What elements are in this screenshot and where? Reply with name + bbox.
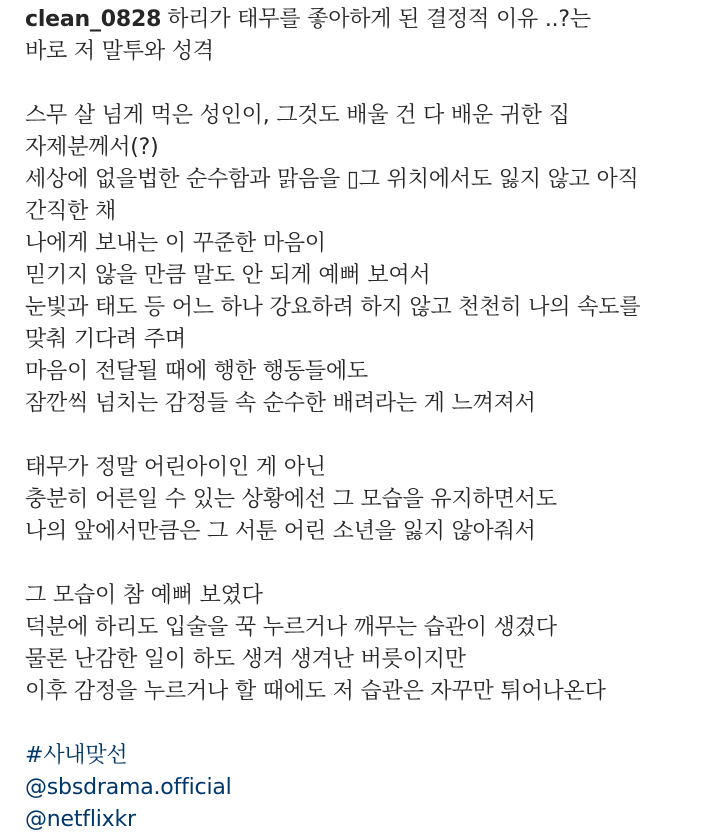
caption-spacer	[25, 68, 705, 100]
caption-line: 마음이 전달될 때에 행한 행동들에도	[25, 359, 368, 384]
caption-line: 스무 살 넘게 먹은 성인이, 그것도 배울 건 다 배운 귀한 집	[25, 103, 570, 128]
caption-line: 맞춰 기다려 주며	[25, 327, 186, 352]
caption-line: 잠깐씩 넘치는 감정들 속 순수한 배려라는 게 느껴져서	[25, 391, 536, 416]
mention-link-netflixkr[interactable]: @netflixkr	[25, 807, 136, 832]
caption-text: 하리가 태무를 좋아하게 된 결정적 이유 ..?는	[167, 7, 591, 32]
caption-spacer	[25, 420, 705, 452]
hashtag-line	[25, 740, 705, 772]
caption-line: 눈빛과 태도 등 어느 하나 강요하려 하지 않고 천천히 나의 속도를	[25, 295, 641, 320]
caption-line: 이후 감정을 누르거나 할 때에도 저 습관은 자꾸만 튀어나온다	[25, 679, 606, 704]
mention-link-sbsdrama[interactable]: @sbsdrama.official	[25, 775, 232, 800]
caption-line: 자제분께서(?)	[25, 135, 159, 160]
caption-line: 덕분에 하리도 입술을 꾹 누르거나 깨무는 습관이 생겼다	[25, 615, 557, 640]
caption-line: 나의 앞에서만큼은 그 서툰 어린 소년을 잃지 않아줘서	[25, 519, 536, 544]
caption-line: 믿기지 않을 만큼 말도 안 되게 예뻐 보여서	[25, 263, 431, 288]
caption-line: 세상에 없을법한 순수함과 맑음을 ▯그 위치에서도 잃지 않고 아직	[25, 167, 639, 192]
post-caption	[25, 4, 705, 836]
username-link[interactable]: clean_0828	[25, 7, 162, 32]
caption-first-line	[25, 4, 705, 36]
mention-line	[25, 804, 705, 836]
caption-spacer	[25, 548, 705, 580]
caption-line: 그 모습이 참 예뻐 보였다	[25, 583, 263, 608]
hashtag-link[interactable]: #사내맞선	[25, 743, 128, 768]
mention-line	[25, 772, 705, 804]
caption-line: 나에게 보내는 이 꾸준한 마음이	[25, 231, 326, 256]
caption-line: 물론 난감한 일이 하도 생겨 생겨난 버릇이지만	[25, 647, 466, 672]
caption-line: 태무가 정말 어린아이인 게 아닌	[25, 455, 326, 480]
caption-line: 간직한 채	[25, 199, 117, 224]
caption-line: 충분히 어른일 수 있는 상황에선 그 모습을 유지하면서도	[25, 487, 557, 512]
caption-spacer	[25, 708, 705, 740]
caption-line: 바로 저 말투와 성격	[25, 39, 214, 64]
